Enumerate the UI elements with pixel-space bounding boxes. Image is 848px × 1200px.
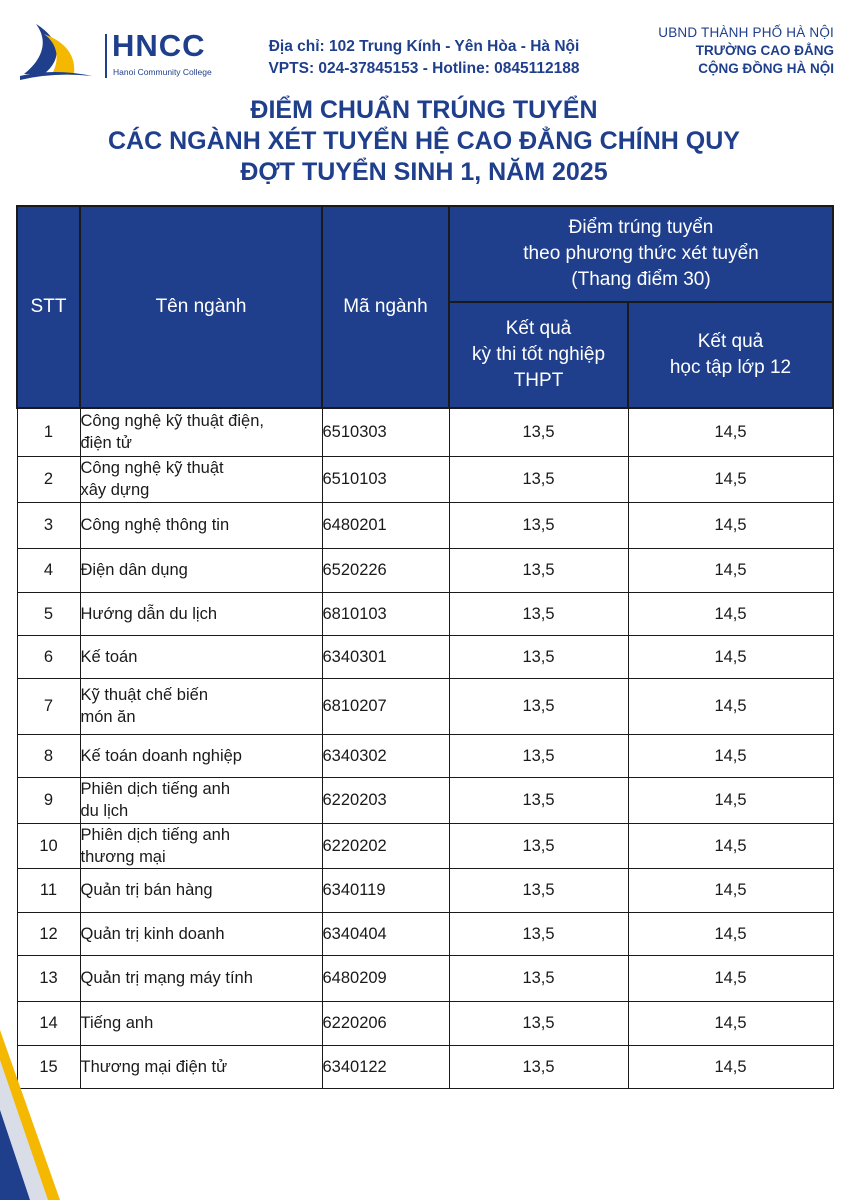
organization-block xyxy=(640,24,834,78)
cell-stt: 10 xyxy=(17,823,80,868)
table-row xyxy=(17,868,833,912)
major-name-line-2: món ăn xyxy=(80,708,136,726)
cell-major-code: 6220202 xyxy=(322,823,449,868)
table-row xyxy=(17,955,833,1001)
major-name-line-1: Công nghệ thông tin xyxy=(80,516,230,534)
org-line-1: UBND THÀNH PHỐ HÀ NỘI xyxy=(658,25,834,40)
cell-major-name xyxy=(80,548,322,592)
cell-major-name xyxy=(80,823,322,868)
cell-thpt-score: 13,5 xyxy=(449,548,628,592)
major-name-line-2: điện tử xyxy=(80,434,132,453)
cell-stt: 6 xyxy=(17,635,80,678)
major-name-line-2: xây dựng xyxy=(80,481,150,499)
cell-major-code: 6510103 xyxy=(322,456,449,502)
major-name-line-1: Tiếng anh xyxy=(80,1014,154,1032)
cell-thpt-score: 13,5 xyxy=(449,635,628,678)
cell-major-code: 6480201 xyxy=(322,502,449,548)
cell-thpt-score: 13,5 xyxy=(449,678,628,734)
cell-grade12-score: 14,5 xyxy=(628,408,833,456)
cell-major-code: 6340301 xyxy=(322,635,449,678)
org-line-2: TRƯỜNG CAO ĐẲNG xyxy=(695,43,834,58)
cell-stt: 5 xyxy=(17,592,80,635)
major-name-line-2: thương mại xyxy=(80,847,166,866)
table-row xyxy=(17,635,833,678)
major-name-line-1: Kỹ thuật chế biến xyxy=(80,686,209,704)
header-grade12-results xyxy=(628,302,833,408)
cell-major-code: 6220203 xyxy=(322,777,449,823)
cell-major-code: 6340404 xyxy=(322,912,449,955)
thpt-header-line-3: THPT xyxy=(513,370,564,391)
cell-major-code: 6340302 xyxy=(322,734,449,777)
school-logo xyxy=(14,20,224,82)
cell-grade12-score: 14,5 xyxy=(628,456,833,502)
cell-major-name xyxy=(80,868,322,912)
cell-stt: 12 xyxy=(17,912,80,955)
header-score-group xyxy=(449,206,833,302)
header-stt: STT xyxy=(17,206,80,408)
grade12-header-line-2: học tập lớp 12 xyxy=(669,357,792,378)
sail-logo-icon xyxy=(14,20,104,82)
corner-decoration xyxy=(0,990,90,1200)
major-name-line-1: Quản trị bán hàng xyxy=(80,881,213,899)
cell-thpt-score: 13,5 xyxy=(449,502,628,548)
major-name-line-1: Công nghệ kỹ thuật xyxy=(80,459,224,477)
cell-stt: 4 xyxy=(17,548,80,592)
cell-major-code: 6340119 xyxy=(322,868,449,912)
score-group-line-2: theo phương thức xét tuyển xyxy=(523,243,759,264)
cell-major-name xyxy=(80,1045,322,1088)
thpt-header-line-1: Kết quả xyxy=(505,318,572,339)
cell-grade12-score: 14,5 xyxy=(628,678,833,734)
score-group-line-3: (Thang điểm 30) xyxy=(571,269,711,290)
major-name-line-1: Công nghệ kỹ thuật điện, xyxy=(80,412,264,431)
cell-thpt-score: 13,5 xyxy=(449,1001,628,1045)
major-name-line-1: Phiên dịch tiếng anh xyxy=(80,825,231,844)
cell-grade12-score: 14,5 xyxy=(628,548,833,592)
admission-scores-table xyxy=(16,205,834,1089)
cell-major-code: 6810207 xyxy=(322,678,449,734)
major-name-line-1: Quản trị kinh doanh xyxy=(80,924,225,943)
header-thpt-exam xyxy=(449,302,628,408)
contact-info xyxy=(236,36,612,80)
cell-grade12-score: 14,5 xyxy=(628,635,833,678)
cell-thpt-score: 13,5 xyxy=(449,823,628,868)
table-row xyxy=(17,1045,833,1088)
title-line-2: CÁC NGÀNH XÉT TUYỂN HỆ CAO ĐẲNG CHÍNH QUY xyxy=(108,127,740,155)
cell-thpt-score: 13,5 xyxy=(449,408,628,456)
document-title xyxy=(0,95,848,188)
cell-thpt-score: 13,5 xyxy=(449,734,628,777)
major-name-line-1: Kế toán xyxy=(80,647,138,666)
table-row xyxy=(17,912,833,955)
major-name-line-1: Kế toán doanh nghiệp xyxy=(80,746,242,765)
logo-subtext: Hanoi Community College xyxy=(113,67,212,77)
cell-major-name xyxy=(80,734,322,777)
table-row xyxy=(17,777,833,823)
cell-major-code: 6340122 xyxy=(322,1045,449,1088)
cell-grade12-score: 14,5 xyxy=(628,955,833,1001)
cell-thpt-score: 13,5 xyxy=(449,955,628,1001)
cell-grade12-score: 14,5 xyxy=(628,1045,833,1088)
cell-grade12-score: 14,5 xyxy=(628,502,833,548)
cell-thpt-score: 13,5 xyxy=(449,912,628,955)
table-row xyxy=(17,592,833,635)
table-row xyxy=(17,1001,833,1045)
org-line-3: CỘNG ĐỒNG HÀ NỘI xyxy=(698,61,834,76)
cell-grade12-score: 14,5 xyxy=(628,592,833,635)
cell-major-name xyxy=(80,456,322,502)
cell-stt: 8 xyxy=(17,734,80,777)
cell-stt: 11 xyxy=(17,868,80,912)
cell-stt: 15 xyxy=(17,1045,80,1088)
major-name-line-2: du lịch xyxy=(80,802,129,820)
cell-major-code: 6220206 xyxy=(322,1001,449,1045)
cell-stt: 3 xyxy=(17,502,80,548)
cell-grade12-score: 14,5 xyxy=(628,823,833,868)
cell-major-name xyxy=(80,912,322,955)
table-row xyxy=(17,678,833,734)
cell-major-code: 6520226 xyxy=(322,548,449,592)
major-name-line-1: Hướng dẫn du lịch xyxy=(80,604,218,623)
cell-major-name xyxy=(80,408,322,456)
cell-grade12-score: 14,5 xyxy=(628,734,833,777)
cell-major-name xyxy=(80,592,322,635)
cell-major-name xyxy=(80,678,322,734)
cell-major-name xyxy=(80,777,322,823)
thpt-header-line-2: kỳ thi tốt nghiệp xyxy=(471,344,606,365)
table-row xyxy=(17,823,833,868)
table-body xyxy=(17,408,833,1088)
cell-stt: 14 xyxy=(17,1001,80,1045)
cell-thpt-score: 13,5 xyxy=(449,456,628,502)
table-row xyxy=(17,408,833,456)
logo-divider xyxy=(105,34,107,78)
cell-major-name xyxy=(80,635,322,678)
header-major-name: Tên ngành xyxy=(80,206,322,408)
table-row xyxy=(17,734,833,777)
major-name-line-1: Điện dân dụng xyxy=(80,561,188,579)
cell-stt: 13 xyxy=(17,955,80,1001)
cell-major-code: 6480209 xyxy=(322,955,449,1001)
address-text: Địa chỉ: 102 Trung Kính - Yên Hòa - Hà Nội xyxy=(268,38,580,55)
cell-grade12-score: 14,5 xyxy=(628,868,833,912)
table-row xyxy=(17,456,833,502)
table-row xyxy=(17,502,833,548)
major-name-line-1: Thương mại điện tử xyxy=(80,1057,228,1076)
cell-grade12-score: 14,5 xyxy=(628,777,833,823)
cell-major-name xyxy=(80,502,322,548)
cell-major-name xyxy=(80,955,322,1001)
cell-stt: 1 xyxy=(17,408,80,456)
cell-thpt-score: 13,5 xyxy=(449,592,628,635)
cell-stt: 2 xyxy=(17,456,80,502)
grade12-header-line-1: Kết quả xyxy=(697,331,764,352)
cell-thpt-score: 13,5 xyxy=(449,868,628,912)
cell-thpt-score: 13,5 xyxy=(449,1045,628,1088)
title-line-1: ĐIỂM CHUẨN TRÚNG TUYỂN xyxy=(250,96,598,124)
major-name-line-1: Phiên dịch tiếng anh xyxy=(80,780,231,798)
cell-grade12-score: 14,5 xyxy=(628,912,833,955)
table-row xyxy=(17,548,833,592)
phone-text: VPTS: 024-37845153 - Hotline: 0845112188 xyxy=(268,60,580,77)
score-group-line-1: Điểm trúng tuyển xyxy=(568,217,714,238)
cell-major-name xyxy=(80,1001,322,1045)
major-name-line-1: Quản trị mạng máy tính xyxy=(80,969,253,987)
title-line-3: ĐỢT TUYỂN SINH 1, NĂM 2025 xyxy=(240,158,608,186)
cell-stt: 7 xyxy=(17,678,80,734)
cell-major-code: 6810103 xyxy=(322,592,449,635)
cell-major-code: 6510303 xyxy=(322,408,449,456)
cell-thpt-score: 13,5 xyxy=(449,777,628,823)
logo-text: HNCC xyxy=(112,28,206,63)
cell-stt: 9 xyxy=(17,777,80,823)
cell-grade12-score: 14,5 xyxy=(628,1001,833,1045)
header-major-code: Mã ngành xyxy=(322,206,449,408)
